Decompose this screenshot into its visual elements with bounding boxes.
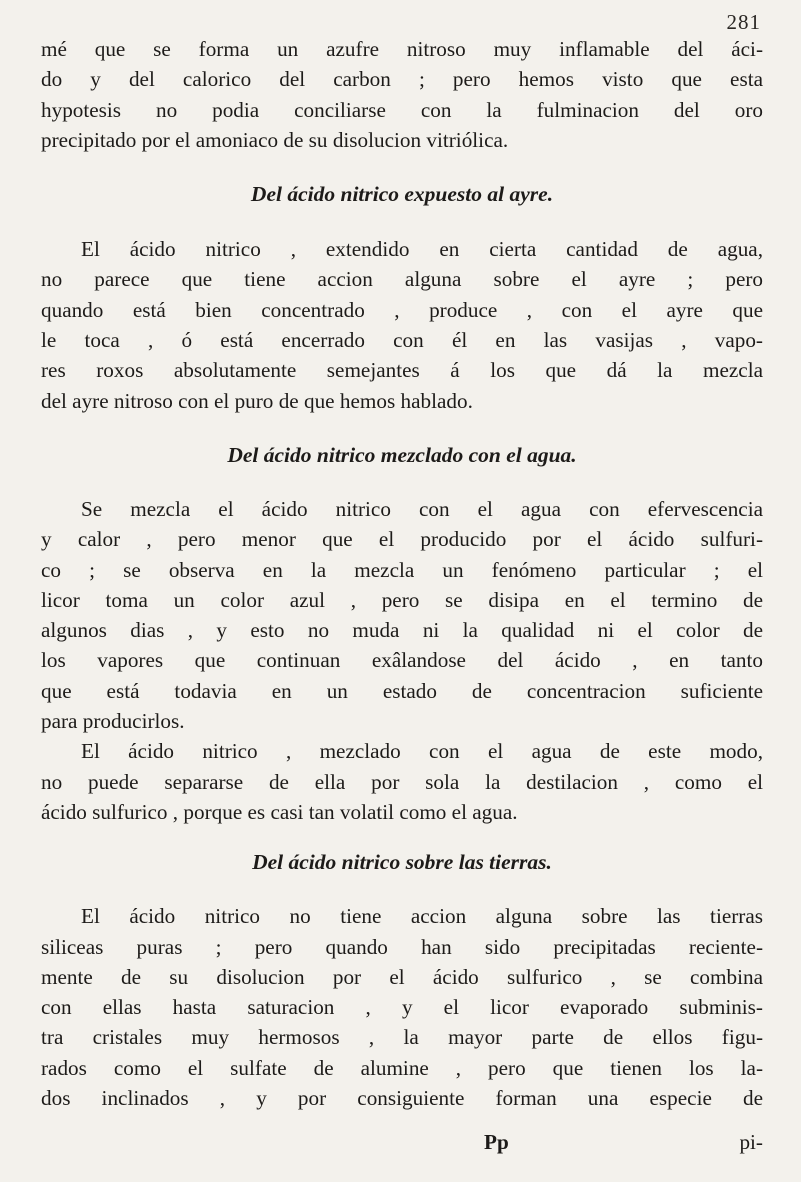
text-line: algunos dias , y esto no muda ni la qualidad ni el color de <box>41 618 763 643</box>
text-line: los vapores que continuan exâlandose del ácido , en tanto <box>41 648 763 673</box>
page-body <box>41 34 763 1113</box>
text-line: que está todavia en un estado de concentracion suficiente <box>41 678 763 703</box>
text-line: y calor , pero menor que el producido por el ácido sulfuri- <box>41 527 763 552</box>
text-line: El ácido nitrico no tiene accion alguna sobre las tierras <box>81 904 763 929</box>
section-heading-air: Del ácido nitrico expuesto al ayre. <box>250 182 554 207</box>
text-line: co ; se observa en la mezcla un fenómeno particular ; el <box>41 557 763 582</box>
section-heading-earths: Del ácido nitrico sobre las tierras. <box>252 850 552 875</box>
text-line: con ellas hasta saturacion , y el licor evaporado subminis- <box>41 995 763 1020</box>
text-line: ácido sulfurico , porque es casi tan volatil como el agua. <box>41 799 518 824</box>
paragraph-water-2 <box>41 736 763 827</box>
text-line: tra cristales muy hermosos , la mayor parte de ellos figu- <box>41 1025 763 1050</box>
paragraph-water-1 <box>41 494 763 736</box>
text-line: precipitado por el amoniaco de su disolucion vitriólica. <box>41 127 509 152</box>
text-line: hypotesis no podia conciliarse con la fulminacion del oro <box>41 97 763 122</box>
text-line: licor toma un color azul , pero se disipa en el termino de <box>41 587 763 612</box>
paragraph-continuation <box>41 34 763 155</box>
text-line: mente de su disolucion por el ácido sulfurico , se combina <box>41 964 763 989</box>
text-line: Se mezcla el ácido nitrico con el agua con efervescencia <box>81 496 763 521</box>
text-line: no parece que tiene accion alguna sobre el ayre ; pero <box>41 267 763 292</box>
text-line: dos inclinados , y por consiguiente forman una especie de <box>41 1086 763 1111</box>
text-line: no puede separarse de ella por sola la destilacion , como el <box>41 769 763 794</box>
text-line: para producirlos. <box>41 709 185 734</box>
text-line: do y del calorico del carbon ; pero hemos visto que esta <box>41 67 763 92</box>
page-footer <box>41 1130 763 1160</box>
text-line: del ayre nitroso con el puro de que hemos hablado. <box>41 388 473 413</box>
paragraph-air <box>41 234 763 416</box>
text-line: res roxos absolutamente semejantes á los que dá la mezcla <box>41 358 763 383</box>
signature-mark: Pp <box>484 1130 509 1154</box>
text-line: rados como el sulfate de alumine , pero que tienen los la- <box>41 1055 763 1080</box>
paragraph-earths <box>41 901 763 1113</box>
text-line: El ácido nitrico , mezclado con el agua de este modo, <box>81 739 763 764</box>
catchword: pi- <box>739 1130 763 1154</box>
text-line: quando está bien concentrado , produce , con el ayre que <box>41 297 763 322</box>
text-line: El ácido nitrico , extendido en cierta cantidad de agua, <box>81 237 763 262</box>
page-number: 281 <box>726 10 761 34</box>
text-line: siliceas puras ; pero quando han sido precipitadas reciente- <box>41 934 763 959</box>
section-heading-water: Del ácido nitrico mezclado con el agua. <box>227 442 577 467</box>
text-line: le toca , ó está encerrado con él en las vasijas , vapo- <box>41 328 763 353</box>
text-line: mé que se forma un azufre nitroso muy inflamable del áci- <box>41 37 763 61</box>
